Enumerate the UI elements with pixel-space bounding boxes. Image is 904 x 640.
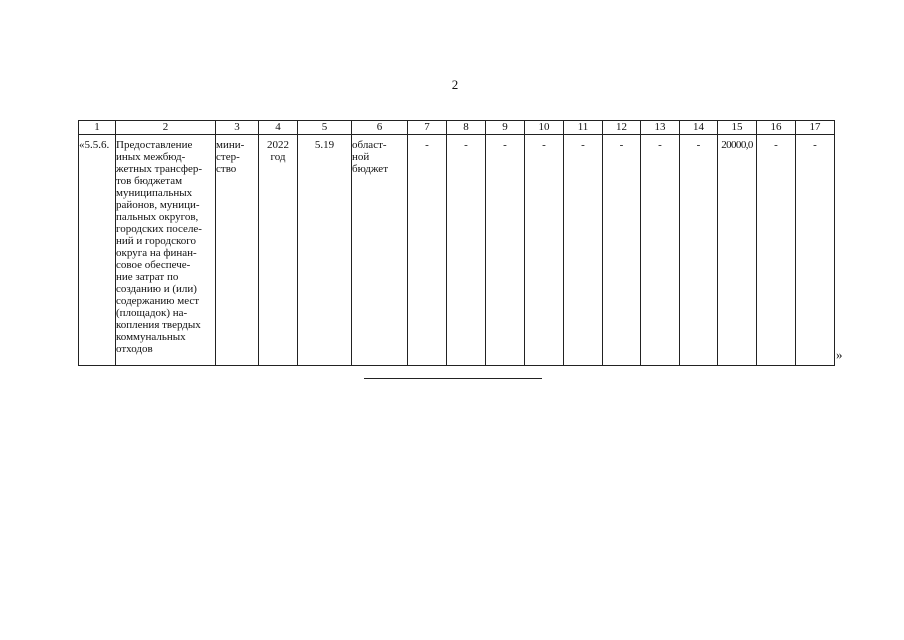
row-value-15-amount: 20000,0 [718, 135, 757, 366]
row-value-17: - [796, 135, 835, 366]
column-header: 9 [486, 121, 525, 135]
row-value-14: - [680, 135, 718, 366]
end-divider-line [364, 378, 542, 379]
row-code: «5.5.6. [79, 139, 110, 151]
row-value-16: - [757, 135, 796, 366]
column-header: 11 [564, 121, 603, 135]
column-header: 10 [525, 121, 564, 135]
row-description: Предоставление иных межбюд- жетных трансфер- тов бюджетам муниципальных районов, муници- пальных округов, городских поселе- ний и городского округа на финан- совое обеспече- ние затрат по созданию и (или) содержанию мест (площадок) на- копления твердых коммунальных отходов [116, 139, 203, 355]
row-description-cell [116, 135, 216, 366]
column-header: 14 [680, 121, 718, 135]
row-value-13: - [641, 135, 680, 366]
column-header: 8 [447, 121, 486, 135]
row-period: 2022 год [267, 139, 289, 163]
column-header: 12 [603, 121, 641, 135]
row-period-cell [259, 135, 298, 366]
page-number: 2 [451, 77, 459, 92]
row-executor-cell [216, 135, 259, 366]
funding-table [78, 120, 835, 366]
row-source: област- ной бюджет [352, 139, 388, 175]
column-header: 17 [796, 121, 835, 135]
row-executor: мини- стер- ство [216, 139, 245, 175]
column-header: 15 [718, 121, 757, 135]
row-source-cell [352, 135, 408, 366]
column-header: 13 [641, 121, 680, 135]
column-header: 5 [298, 121, 352, 135]
column-header: 1 [79, 121, 116, 135]
row-value-10: - [525, 135, 564, 366]
column-header: 7 [408, 121, 447, 135]
row-code-cell [79, 135, 116, 366]
column-header: 2 [116, 121, 216, 135]
row-indicator-cell [298, 135, 352, 366]
row-value-11: - [564, 135, 603, 366]
row-indicator-ref: 5.19 [314, 139, 335, 151]
row-value-8: - [447, 135, 486, 366]
column-header: 3 [216, 121, 259, 135]
table-header-row [79, 121, 835, 135]
row-value-7: - [408, 135, 447, 366]
closing-quote: » [836, 347, 843, 362]
row-value-9: - [486, 135, 525, 366]
column-header: 4 [259, 121, 298, 135]
table-row [79, 135, 835, 366]
column-header: 16 [757, 121, 796, 135]
row-value-12: - [603, 135, 641, 366]
column-header: 6 [352, 121, 408, 135]
